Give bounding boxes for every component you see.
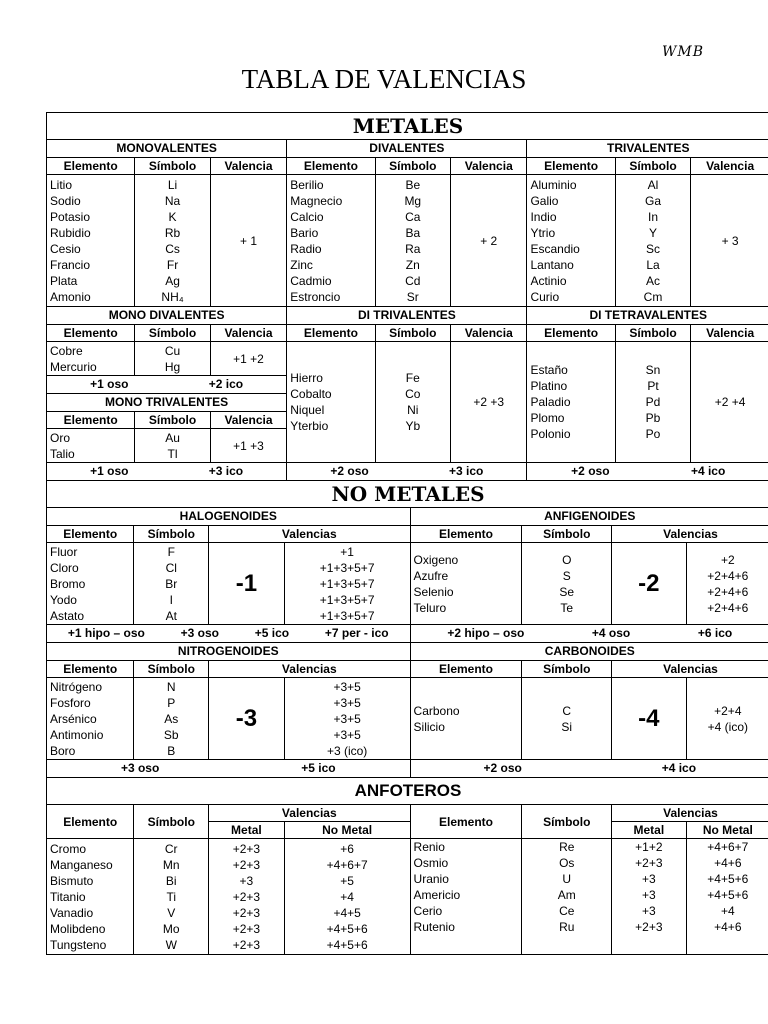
col-header: Símbolo [134, 661, 209, 678]
col-header: Símbolo [375, 325, 450, 342]
suffix-label: +7 per - ico [324, 626, 389, 640]
anfigenoides-elements: Oxigeno Azufre Selenio Teluro [410, 543, 522, 625]
di-trivalentes-suffixes [287, 463, 527, 481]
anfoteros-right-no-metal: +4+6+7 +4+6 +4+5+6 +4+5+6 +4 +4+6 [686, 839, 768, 955]
carbonoides-suffixes [410, 760, 768, 778]
col-header: Valencias [209, 805, 410, 822]
mono-trivalentes-valencia: +1 +3 [210, 429, 286, 463]
col-header: Valencias [209, 661, 410, 678]
col-header: Valencia [210, 158, 286, 175]
halogenoides-symbols: F Cl Br I At [134, 543, 209, 625]
trivalentes-title: TRIVALENTES [527, 140, 768, 158]
suffix-label: +4 ico [661, 761, 697, 775]
col-header: Valencias [612, 805, 768, 822]
di-tetravalentes-symbols: Sn Pt Pd Pb Po [615, 342, 690, 463]
mono-trivalentes-symbols: Au Tl [135, 429, 210, 463]
halogenoides-title: HALOGENOIDES [47, 508, 411, 526]
mono-divalentes-title: MONO DIVALENTES [47, 307, 287, 325]
nitrogenoides-elements: Nitrógeno Fosforo Arsénico Antimonio Boro [47, 678, 134, 760]
suffix-label: +3 ico [448, 464, 484, 478]
suffix-label: +5 ico [254, 626, 290, 640]
di-trivalentes-title: DI TRIVALENTES [287, 307, 527, 325]
di-tetravalentes-title: DI TETRAVALENTES [527, 307, 768, 325]
anfigenoides-neg: -2 [612, 543, 687, 625]
metales-heading: METALES [47, 113, 768, 140]
valence-sheet [46, 112, 768, 962]
divalentes-elements: Berilio Magnecio Calcio Bario Radio Zinc Cadmio Estroncio [287, 175, 375, 307]
suffix-label: +1 hipo – oso [67, 626, 145, 640]
carbonoides-neg: -4 [612, 678, 687, 760]
suffix-label: +2 oso [483, 761, 522, 775]
carbonoides-valencias: +2+4 +4 (ico) [686, 678, 768, 760]
monovalentes-title: MONOVALENTES [47, 140, 287, 158]
col-header: Elemento [410, 526, 522, 543]
anfoteros-left-elements: Cromo Manganeso Bismuto Titanio Vanadio Molibdeno Tungsteno [47, 839, 134, 955]
signature: WMB [662, 44, 705, 60]
carbonoides-title: CARBONOIDES [410, 643, 768, 661]
col-header: Elemento [47, 805, 134, 839]
monovalentes-valencia: + 1 [210, 175, 286, 307]
anfigenoides-symbols: O S Se Te [522, 543, 612, 625]
di-trivalentes-elements: Hierro Cobalto Niquel Yterbio [287, 342, 375, 463]
col-header: Símbolo [135, 325, 210, 342]
anfoteros-table [46, 777, 768, 955]
col-header: Elemento [47, 325, 135, 342]
anfigenoides-suffixes [410, 625, 768, 643]
suffix-label: +2 oso [330, 464, 369, 478]
divalentes-valencia: + 2 [450, 175, 526, 307]
trivalentes-valencia: + 3 [691, 175, 768, 307]
col-header: No Metal [284, 822, 410, 839]
divalentes-symbols: Be Mg Ca Ba Ra Zn Cd Sr [375, 175, 450, 307]
mono-trivalentes-elements: Oro Talio [47, 429, 135, 463]
col-header: Valencia [450, 325, 526, 342]
col-header: Símbolo [522, 805, 612, 839]
nitrogenoides-neg: -3 [209, 678, 285, 760]
di-tetravalentes-valencia: +2 +4 [691, 342, 768, 463]
anfoteros-heading: ANFOTEROS [47, 778, 768, 805]
col-header: Elemento [47, 661, 134, 678]
anfoteros-left-symbols: Cr Mn Bi Ti V Mo W [134, 839, 209, 955]
col-header: Elemento [47, 158, 135, 175]
anfoteros-right-elements: Renio Osmio Uranio Americio Cerio Rutenio [410, 839, 522, 955]
col-header: Símbolo [522, 526, 612, 543]
mono-trivalentes-suffixes [47, 463, 287, 481]
suffix-label: +2 oso [571, 464, 610, 478]
col-header: Símbolo [135, 158, 210, 175]
col-header: Valencia [210, 325, 286, 342]
anfoteros-left-no-metal: +6 +4+6+7 +5 +4 +4+5 +4+5+6 +4+5+6 [284, 839, 410, 955]
col-header: Metal [209, 822, 285, 839]
no-metales-heading: NO METALES [47, 481, 768, 508]
col-header: Valencia [691, 158, 768, 175]
mono-divalentes-suffixes [47, 376, 287, 394]
col-header: No Metal [686, 822, 768, 839]
carbonoides-elements: Carbono Silicio [410, 678, 522, 760]
suffix-label: +4 oso [591, 626, 631, 640]
col-header: Valencias [209, 526, 410, 543]
suffix-label: +3 oso [180, 626, 220, 640]
mono-divalentes-symbols: Cu Hg [135, 342, 210, 376]
trivalentes-symbols: Al Ga In Y Sc La Ac Cm [615, 175, 690, 307]
col-header: Símbolo [134, 805, 209, 839]
monovalentes-elements: Litio Sodio Potasio Rubidio Cesio Francio Plata Amonio [47, 175, 135, 307]
suffix-label: +5 ico [301, 761, 336, 775]
suffix-label: +1 oso [90, 377, 129, 391]
valence-table [46, 112, 768, 481]
monovalentes-symbols: Li Na K Rb Cs Fr Ag NH₄ [135, 175, 210, 307]
di-trivalentes-symbols: Fe Co Ni Yb [375, 342, 450, 463]
anfoteros-right-symbols: Re Os U Am Ce Ru [522, 839, 612, 955]
anfoteros-left-metal: +2+3 +2+3 +3 +2+3 +2+3 +2+3 +2+3 [209, 839, 285, 955]
col-header: Metal [612, 822, 687, 839]
suffix-label: +3 oso [120, 761, 160, 775]
halogenoides-elements: Fluor Cloro Bromo Yodo Astato [47, 543, 134, 625]
col-header: Símbolo [615, 325, 690, 342]
anfigenoides-valencias: +2 +2+4+6 +2+4+6 +2+4+6 [686, 543, 768, 625]
mono-divalentes-elements: Cobre Mercurio [47, 342, 135, 376]
col-header: Valencia [691, 325, 768, 342]
nitrogenoides-symbols: N P As Sb B [134, 678, 209, 760]
nitrogenoides-valencias: +3+5 +3+5 +3+5 +3+5 +3 (ico) [284, 678, 410, 760]
col-header: Valencias [612, 661, 768, 678]
anfoteros-right-metal: +1+2 +2+3 +3 +3 +3 +2+3 [612, 839, 687, 955]
col-header: Elemento [287, 158, 375, 175]
suffix-label: +2 hipo – oso [447, 626, 525, 640]
col-header: Valencia [210, 412, 286, 429]
divalentes-title: DIVALENTES [287, 140, 527, 158]
col-header: Símbolo [135, 412, 210, 429]
suffix-label: +1 oso [90, 464, 129, 478]
suffix-label: +3 ico [208, 464, 244, 478]
carbonoides-symbols: C Si [522, 678, 612, 760]
col-header: Valencias [612, 526, 768, 543]
halogenoides-suffixes [47, 625, 411, 643]
col-header: Elemento [47, 412, 135, 429]
mono-trivalentes-title: MONO TRIVALENTES [47, 394, 287, 412]
mono-divalentes-valencia: +1 +2 [210, 342, 286, 376]
di-trivalentes-valencia: +2 +3 [450, 342, 526, 463]
suffix-label: +4 ico [690, 464, 726, 478]
col-header: Elemento [527, 158, 615, 175]
col-header: Símbolo [375, 158, 450, 175]
anfigenoides-title: ANFIGENOIDES [410, 508, 768, 526]
col-header: Elemento [410, 661, 522, 678]
suffix-label: +6 ico [697, 626, 733, 640]
col-header: Símbolo [522, 661, 612, 678]
suffix-label: +2 ico [208, 377, 244, 391]
no-metales-table [46, 480, 768, 778]
col-header: Elemento [410, 805, 522, 839]
di-tetravalentes-suffixes [527, 463, 768, 481]
page-title: TABLA DE VALENCIAS [241, 64, 527, 94]
halogenoides-neg: -1 [209, 543, 285, 625]
trivalentes-elements: Aluminio Galio Indio Ytrio Escandio Lantano Actinio Curio [527, 175, 615, 307]
col-header: Valencia [450, 158, 526, 175]
col-header: Elemento [287, 325, 375, 342]
col-header: Elemento [47, 526, 134, 543]
nitrogenoides-suffixes [47, 760, 411, 778]
nitrogenoides-title: NITROGENOIDES [47, 643, 411, 661]
col-header: Símbolo [615, 158, 690, 175]
col-header: Símbolo [134, 526, 209, 543]
di-tetravalentes-elements: Estaño Platino Paladio Plomo Polonio [527, 342, 615, 463]
halogenoides-valencias: +1 +1+3+5+7 +1+3+5+7 +1+3+5+7 +1+3+5+7 [284, 543, 410, 625]
col-header: Elemento [527, 325, 615, 342]
